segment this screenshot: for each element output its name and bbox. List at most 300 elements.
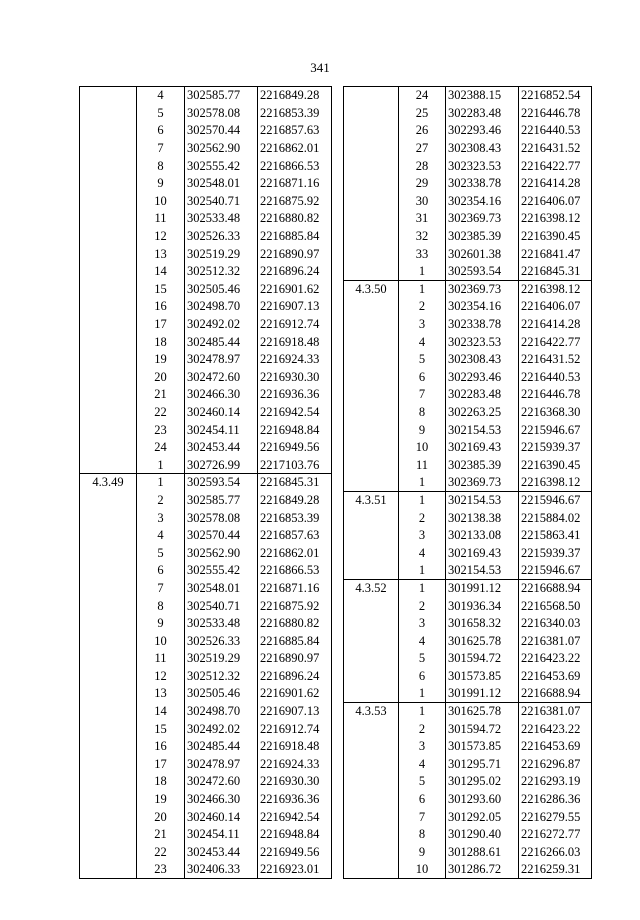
section-cell bbox=[80, 104, 137, 122]
point-number-cell: 9 bbox=[399, 421, 446, 439]
point-number-cell: 8 bbox=[399, 403, 446, 421]
x-coordinate-cell: 301293.60 bbox=[446, 790, 519, 808]
page-number: 341 bbox=[310, 60, 330, 75]
y-coordinate-cell: 2216880.82 bbox=[258, 210, 332, 228]
table-row bbox=[80, 861, 332, 879]
table-row bbox=[344, 720, 592, 738]
table-row bbox=[80, 632, 332, 650]
section-cell bbox=[80, 755, 137, 773]
y-coordinate-cell: 2216423.22 bbox=[519, 720, 592, 738]
y-coordinate-cell: 2216446.78 bbox=[519, 386, 592, 404]
y-coordinate-cell: 2216453.69 bbox=[519, 737, 592, 755]
point-number-cell: 8 bbox=[137, 597, 185, 615]
table-row bbox=[80, 597, 332, 615]
point-number-cell: 11 bbox=[137, 210, 185, 228]
table-row bbox=[80, 474, 332, 492]
point-number-cell: 27 bbox=[399, 139, 446, 157]
section-cell bbox=[80, 386, 137, 404]
section-cell bbox=[80, 544, 137, 562]
y-coordinate-cell: 2216845.31 bbox=[519, 262, 592, 280]
section-cell bbox=[80, 192, 137, 210]
x-coordinate-cell: 302472.60 bbox=[185, 773, 258, 791]
y-coordinate-cell: 2215863.41 bbox=[519, 526, 592, 544]
x-coordinate-cell: 302478.97 bbox=[185, 350, 258, 368]
section-cell bbox=[80, 298, 137, 316]
y-coordinate-cell: 2216849.28 bbox=[258, 87, 332, 105]
x-coordinate-cell: 302308.43 bbox=[446, 350, 519, 368]
section-cell bbox=[344, 737, 399, 755]
table-row bbox=[344, 790, 592, 808]
x-coordinate-cell: 302293.46 bbox=[446, 122, 519, 140]
y-coordinate-cell: 2216918.48 bbox=[258, 737, 332, 755]
x-coordinate-cell: 302519.29 bbox=[185, 650, 258, 668]
x-coordinate-cell: 301288.61 bbox=[446, 843, 519, 861]
table-row bbox=[80, 667, 332, 685]
x-coordinate-cell: 302601.38 bbox=[446, 245, 519, 263]
point-number-cell: 2 bbox=[137, 491, 185, 509]
point-number-cell: 2 bbox=[399, 720, 446, 738]
y-coordinate-cell: 2215884.02 bbox=[519, 509, 592, 527]
section-cell bbox=[344, 474, 399, 492]
section-cell: 4.3.51 bbox=[344, 491, 399, 509]
x-coordinate-cell: 302388.15 bbox=[446, 87, 519, 105]
section-cell bbox=[80, 597, 137, 615]
table-row bbox=[344, 227, 592, 245]
table-row bbox=[80, 579, 332, 597]
y-coordinate-cell: 2216453.69 bbox=[519, 667, 592, 685]
table-row bbox=[80, 685, 332, 703]
table-row bbox=[80, 139, 332, 157]
x-coordinate-cell: 302293.46 bbox=[446, 368, 519, 386]
x-coordinate-cell: 302263.25 bbox=[446, 403, 519, 421]
table-row bbox=[80, 790, 332, 808]
table-row bbox=[80, 174, 332, 192]
section-cell bbox=[80, 333, 137, 351]
x-coordinate-cell: 302454.11 bbox=[185, 825, 258, 843]
x-coordinate-cell: 302472.60 bbox=[185, 368, 258, 386]
y-coordinate-cell: 2216423.22 bbox=[519, 650, 592, 668]
table-row bbox=[344, 245, 592, 263]
table-row bbox=[344, 509, 592, 527]
section-cell bbox=[80, 773, 137, 791]
point-number-cell: 1 bbox=[399, 702, 446, 720]
table-row bbox=[344, 87, 592, 105]
point-number-cell: 2 bbox=[399, 298, 446, 316]
section-cell bbox=[344, 843, 399, 861]
table-row bbox=[80, 491, 332, 509]
section-cell bbox=[344, 632, 399, 650]
point-number-cell: 26 bbox=[399, 122, 446, 140]
section-cell bbox=[344, 597, 399, 615]
point-number-cell: 7 bbox=[137, 579, 185, 597]
y-coordinate-cell: 2216272.77 bbox=[519, 825, 592, 843]
y-coordinate-cell: 2216381.07 bbox=[519, 702, 592, 720]
section-cell bbox=[344, 350, 399, 368]
section-cell bbox=[80, 262, 137, 280]
x-coordinate-cell: 302505.46 bbox=[185, 685, 258, 703]
table-row bbox=[80, 720, 332, 738]
table-row bbox=[344, 157, 592, 175]
y-coordinate-cell: 2216398.12 bbox=[519, 210, 592, 228]
section-cell bbox=[80, 825, 137, 843]
point-number-cell: 14 bbox=[137, 702, 185, 720]
y-coordinate-cell: 2216948.84 bbox=[258, 421, 332, 439]
point-number-cell: 19 bbox=[137, 790, 185, 808]
point-number-cell: 1 bbox=[399, 262, 446, 280]
point-number-cell: 1 bbox=[137, 474, 185, 492]
section-cell bbox=[344, 157, 399, 175]
table-row bbox=[80, 544, 332, 562]
point-number-cell: 23 bbox=[137, 861, 185, 879]
y-coordinate-cell: 2216422.77 bbox=[519, 157, 592, 175]
point-number-cell: 4 bbox=[137, 87, 185, 105]
point-number-cell: 9 bbox=[137, 614, 185, 632]
section-cell bbox=[80, 421, 137, 439]
table-row bbox=[344, 315, 592, 333]
y-coordinate-cell: 2216866.53 bbox=[258, 562, 332, 580]
section-cell bbox=[344, 667, 399, 685]
section-cell bbox=[344, 438, 399, 456]
section-cell bbox=[344, 386, 399, 404]
y-coordinate-cell: 2216296.87 bbox=[519, 755, 592, 773]
y-coordinate-cell: 2216942.54 bbox=[258, 808, 332, 826]
point-number-cell: 5 bbox=[399, 350, 446, 368]
section-cell bbox=[344, 262, 399, 280]
table-row bbox=[344, 650, 592, 668]
y-coordinate-cell: 2216875.92 bbox=[258, 192, 332, 210]
table-row bbox=[80, 227, 332, 245]
section-cell bbox=[344, 755, 399, 773]
section-cell bbox=[344, 298, 399, 316]
section-cell bbox=[80, 87, 137, 105]
point-number-cell: 16 bbox=[137, 737, 185, 755]
table-row bbox=[344, 104, 592, 122]
table-row bbox=[344, 456, 592, 474]
x-coordinate-cell: 302526.33 bbox=[185, 632, 258, 650]
y-coordinate-cell: 2215946.67 bbox=[519, 421, 592, 439]
point-number-cell: 21 bbox=[137, 386, 185, 404]
y-coordinate-cell: 2216845.31 bbox=[258, 474, 332, 492]
point-number-cell: 6 bbox=[399, 368, 446, 386]
section-cell bbox=[344, 403, 399, 421]
x-coordinate-cell: 302369.73 bbox=[446, 210, 519, 228]
point-number-cell: 1 bbox=[399, 685, 446, 703]
table-row bbox=[80, 298, 332, 316]
section-cell bbox=[80, 438, 137, 456]
x-coordinate-cell: 301594.72 bbox=[446, 720, 519, 738]
table-row bbox=[344, 597, 592, 615]
point-number-cell: 19 bbox=[137, 350, 185, 368]
x-coordinate-cell: 302540.71 bbox=[185, 597, 258, 615]
point-number-cell: 7 bbox=[399, 808, 446, 826]
x-coordinate-cell: 302555.42 bbox=[185, 562, 258, 580]
section-cell bbox=[80, 667, 137, 685]
table-row bbox=[80, 702, 332, 720]
table-row bbox=[344, 192, 592, 210]
y-coordinate-cell: 2216896.24 bbox=[258, 667, 332, 685]
y-coordinate-cell: 2216862.01 bbox=[258, 544, 332, 562]
point-number-cell: 15 bbox=[137, 720, 185, 738]
y-coordinate-cell: 2216853.39 bbox=[258, 509, 332, 527]
table-row bbox=[344, 579, 592, 597]
x-coordinate-cell: 302505.46 bbox=[185, 280, 258, 298]
section-cell bbox=[80, 368, 137, 386]
y-coordinate-cell: 2216390.45 bbox=[519, 456, 592, 474]
table-row bbox=[344, 737, 592, 755]
x-coordinate-cell: 302283.48 bbox=[446, 104, 519, 122]
table-row bbox=[80, 350, 332, 368]
table-row bbox=[344, 333, 592, 351]
x-coordinate-cell: 302454.11 bbox=[185, 421, 258, 439]
y-coordinate-cell: 2216923.01 bbox=[258, 861, 332, 879]
x-coordinate-cell: 301573.85 bbox=[446, 737, 519, 755]
section-cell bbox=[344, 650, 399, 668]
y-coordinate-cell: 2216293.19 bbox=[519, 773, 592, 791]
y-coordinate-cell: 2216259.31 bbox=[519, 861, 592, 879]
x-coordinate-cell: 302308.43 bbox=[446, 139, 519, 157]
x-coordinate-cell: 302460.14 bbox=[185, 403, 258, 421]
coordinates-table-right bbox=[343, 86, 592, 879]
y-coordinate-cell: 2216340.03 bbox=[519, 614, 592, 632]
x-coordinate-cell: 302548.01 bbox=[185, 174, 258, 192]
x-coordinate-cell: 301936.34 bbox=[446, 597, 519, 615]
table-row bbox=[344, 368, 592, 386]
y-coordinate-cell: 2216422.77 bbox=[519, 333, 592, 351]
x-coordinate-cell: 302485.44 bbox=[185, 737, 258, 755]
section-cell bbox=[80, 702, 137, 720]
table-row bbox=[80, 315, 332, 333]
y-coordinate-cell: 2216368.30 bbox=[519, 403, 592, 421]
x-coordinate-cell: 302154.53 bbox=[446, 421, 519, 439]
x-coordinate-cell: 301295.02 bbox=[446, 773, 519, 791]
section-cell bbox=[344, 685, 399, 703]
table-row bbox=[344, 702, 592, 720]
x-coordinate-cell: 302492.02 bbox=[185, 315, 258, 333]
y-coordinate-cell: 2216440.53 bbox=[519, 368, 592, 386]
section-cell bbox=[80, 174, 137, 192]
section-cell bbox=[344, 773, 399, 791]
point-number-cell: 10 bbox=[137, 632, 185, 650]
point-number-cell: 4 bbox=[399, 632, 446, 650]
point-number-cell: 24 bbox=[137, 438, 185, 456]
point-number-cell: 5 bbox=[399, 650, 446, 668]
y-coordinate-cell: 2216688.94 bbox=[519, 579, 592, 597]
y-coordinate-cell: 2216885.84 bbox=[258, 632, 332, 650]
point-number-cell: 33 bbox=[399, 245, 446, 263]
point-number-cell: 18 bbox=[137, 333, 185, 351]
point-number-cell: 15 bbox=[137, 280, 185, 298]
x-coordinate-cell: 302406.33 bbox=[185, 861, 258, 879]
point-number-cell: 3 bbox=[399, 614, 446, 632]
section-cell bbox=[80, 350, 137, 368]
section-cell bbox=[344, 861, 399, 879]
point-number-cell: 11 bbox=[137, 650, 185, 668]
x-coordinate-cell: 302548.01 bbox=[185, 579, 258, 597]
y-coordinate-cell: 2216942.54 bbox=[258, 403, 332, 421]
point-number-cell: 4 bbox=[399, 544, 446, 562]
section-cell bbox=[80, 614, 137, 632]
x-coordinate-cell: 302478.97 bbox=[185, 755, 258, 773]
point-number-cell: 6 bbox=[399, 790, 446, 808]
table-row bbox=[344, 808, 592, 826]
point-number-cell: 13 bbox=[137, 245, 185, 263]
table-row bbox=[80, 333, 332, 351]
x-coordinate-cell: 302533.48 bbox=[185, 614, 258, 632]
table-row bbox=[80, 808, 332, 826]
table-row bbox=[344, 632, 592, 650]
y-coordinate-cell: 2216924.33 bbox=[258, 350, 332, 368]
y-coordinate-cell: 2216949.56 bbox=[258, 843, 332, 861]
y-coordinate-cell: 2216875.92 bbox=[258, 597, 332, 615]
y-coordinate-cell: 2216907.13 bbox=[258, 298, 332, 316]
table-row bbox=[344, 861, 592, 879]
point-number-cell: 9 bbox=[399, 843, 446, 861]
y-coordinate-cell: 2216936.36 bbox=[258, 386, 332, 404]
x-coordinate-cell: 302154.53 bbox=[446, 491, 519, 509]
table-row bbox=[344, 210, 592, 228]
y-coordinate-cell: 2216890.97 bbox=[258, 245, 332, 263]
y-coordinate-cell: 2216431.52 bbox=[519, 139, 592, 157]
y-coordinate-cell: 2216890.97 bbox=[258, 650, 332, 668]
x-coordinate-cell: 302323.53 bbox=[446, 157, 519, 175]
table-row bbox=[80, 421, 332, 439]
table-row bbox=[80, 737, 332, 755]
table-row bbox=[80, 526, 332, 544]
table-row bbox=[80, 122, 332, 140]
y-coordinate-cell: 2216857.63 bbox=[258, 122, 332, 140]
table-row bbox=[344, 773, 592, 791]
y-coordinate-cell: 2216901.62 bbox=[258, 280, 332, 298]
point-number-cell: 13 bbox=[137, 685, 185, 703]
y-coordinate-cell: 2216907.13 bbox=[258, 702, 332, 720]
x-coordinate-cell: 302492.02 bbox=[185, 720, 258, 738]
y-coordinate-cell: 2216398.12 bbox=[519, 280, 592, 298]
point-number-cell: 1 bbox=[399, 562, 446, 580]
y-coordinate-cell: 2216440.53 bbox=[519, 122, 592, 140]
table-row bbox=[80, 386, 332, 404]
point-number-cell: 5 bbox=[137, 544, 185, 562]
y-coordinate-cell: 2216936.36 bbox=[258, 790, 332, 808]
x-coordinate-cell: 302466.30 bbox=[185, 790, 258, 808]
section-cell bbox=[344, 456, 399, 474]
point-number-cell: 8 bbox=[137, 157, 185, 175]
point-number-cell: 3 bbox=[399, 315, 446, 333]
section-cell bbox=[344, 808, 399, 826]
x-coordinate-cell: 301991.12 bbox=[446, 579, 519, 597]
point-number-cell: 28 bbox=[399, 157, 446, 175]
section-cell bbox=[80, 579, 137, 597]
point-number-cell: 16 bbox=[137, 298, 185, 316]
table-row bbox=[344, 438, 592, 456]
x-coordinate-cell: 301625.78 bbox=[446, 632, 519, 650]
section-cell bbox=[80, 139, 137, 157]
x-coordinate-cell: 302578.08 bbox=[185, 104, 258, 122]
point-number-cell: 3 bbox=[137, 509, 185, 527]
point-number-cell: 22 bbox=[137, 843, 185, 861]
table-row bbox=[80, 562, 332, 580]
point-number-cell: 1 bbox=[399, 474, 446, 492]
point-number-cell: 10 bbox=[399, 438, 446, 456]
y-coordinate-cell: 2216885.84 bbox=[258, 227, 332, 245]
table-row bbox=[344, 614, 592, 632]
section-cell bbox=[344, 526, 399, 544]
section-cell bbox=[80, 509, 137, 527]
x-coordinate-cell: 302283.48 bbox=[446, 386, 519, 404]
section-cell bbox=[80, 861, 137, 879]
x-coordinate-cell: 302512.32 bbox=[185, 262, 258, 280]
table-row bbox=[80, 262, 332, 280]
point-number-cell: 24 bbox=[399, 87, 446, 105]
x-coordinate-cell: 302354.16 bbox=[446, 192, 519, 210]
point-number-cell: 4 bbox=[137, 526, 185, 544]
x-coordinate-cell: 302570.44 bbox=[185, 526, 258, 544]
y-coordinate-cell: 2216568.50 bbox=[519, 597, 592, 615]
section-cell: 4.3.53 bbox=[344, 702, 399, 720]
point-number-cell: 31 bbox=[399, 210, 446, 228]
point-number-cell: 9 bbox=[137, 174, 185, 192]
y-coordinate-cell: 2216896.24 bbox=[258, 262, 332, 280]
y-coordinate-cell: 2216949.56 bbox=[258, 438, 332, 456]
y-coordinate-cell: 2215939.37 bbox=[519, 544, 592, 562]
section-cell bbox=[344, 227, 399, 245]
x-coordinate-cell: 301658.32 bbox=[446, 614, 519, 632]
table-row bbox=[344, 667, 592, 685]
y-coordinate-cell: 2216924.33 bbox=[258, 755, 332, 773]
section-cell bbox=[80, 245, 137, 263]
y-coordinate-cell: 2216918.48 bbox=[258, 333, 332, 351]
y-coordinate-cell: 2216390.45 bbox=[519, 227, 592, 245]
x-coordinate-cell: 302466.30 bbox=[185, 386, 258, 404]
y-coordinate-cell: 2215939.37 bbox=[519, 438, 592, 456]
point-number-cell: 2 bbox=[399, 597, 446, 615]
x-coordinate-cell: 302540.71 bbox=[185, 192, 258, 210]
y-coordinate-cell: 2216930.30 bbox=[258, 368, 332, 386]
section-cell bbox=[344, 192, 399, 210]
y-coordinate-cell: 2216286.36 bbox=[519, 790, 592, 808]
y-coordinate-cell: 2216414.28 bbox=[519, 315, 592, 333]
x-coordinate-cell: 302526.33 bbox=[185, 227, 258, 245]
point-number-cell: 10 bbox=[399, 861, 446, 879]
table-row bbox=[344, 386, 592, 404]
y-coordinate-cell: 2215946.67 bbox=[519, 562, 592, 580]
x-coordinate-cell: 302585.77 bbox=[185, 87, 258, 105]
table-row bbox=[344, 350, 592, 368]
section-cell bbox=[344, 509, 399, 527]
table-row bbox=[80, 157, 332, 175]
section-cell bbox=[80, 650, 137, 668]
section-cell bbox=[80, 808, 137, 826]
table-row bbox=[80, 280, 332, 298]
table-row bbox=[344, 174, 592, 192]
point-number-cell: 4 bbox=[399, 333, 446, 351]
y-coordinate-cell: 2216406.07 bbox=[519, 192, 592, 210]
y-coordinate-cell: 2216398.12 bbox=[519, 474, 592, 492]
point-number-cell: 10 bbox=[137, 192, 185, 210]
point-number-cell: 14 bbox=[137, 262, 185, 280]
table-row bbox=[80, 210, 332, 228]
table-row bbox=[344, 474, 592, 492]
point-number-cell: 7 bbox=[399, 386, 446, 404]
y-coordinate-cell: 2216431.52 bbox=[519, 350, 592, 368]
section-cell: 4.3.49 bbox=[80, 474, 137, 492]
point-number-cell: 12 bbox=[137, 227, 185, 245]
section-cell bbox=[80, 491, 137, 509]
section-cell bbox=[80, 403, 137, 421]
point-number-cell: 1 bbox=[399, 280, 446, 298]
section-cell bbox=[344, 210, 399, 228]
y-coordinate-cell: 2216880.82 bbox=[258, 614, 332, 632]
x-coordinate-cell: 301290.40 bbox=[446, 825, 519, 843]
